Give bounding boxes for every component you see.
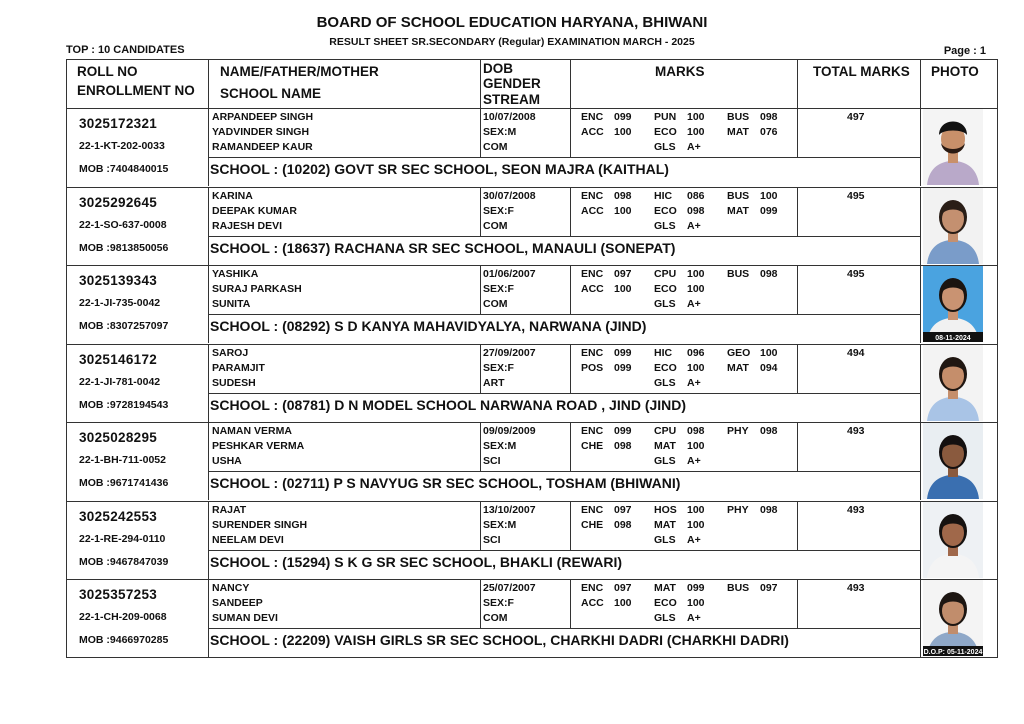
col-stream: STREAM (483, 92, 540, 107)
grid-line (480, 344, 481, 393)
subject-mark: 098 (614, 189, 632, 202)
grid-line (208, 393, 920, 394)
father-name: SURENDER SINGH (212, 518, 308, 531)
subject-mark: 097 (614, 582, 632, 594)
photo-cell (923, 580, 983, 656)
grid-line (480, 501, 481, 550)
subject-code: HIC (654, 189, 673, 202)
subject-mark: 096 (687, 346, 705, 359)
subject-mark: 100 (614, 126, 632, 138)
subject-code: MAT (727, 204, 749, 217)
total-marks: 497 (847, 111, 865, 123)
grid-line (797, 265, 798, 314)
grade-value: A+ (687, 219, 701, 232)
grid-line (480, 579, 481, 628)
top-candidates-label: TOP : 10 CANDIDATES (66, 44, 185, 56)
grid-line (920, 501, 921, 579)
subject-code: MAT (727, 126, 749, 138)
grade-subject: GLS (654, 219, 676, 232)
subject-mark: 100 (614, 597, 632, 609)
subject-code: PUN (654, 111, 677, 123)
subject-code: BUS (727, 111, 750, 123)
candidate-name: NAMAN VERMA (212, 425, 292, 437)
grid-line (797, 108, 798, 157)
subject-mark: 076 (760, 126, 778, 138)
subject-code: BUS (727, 582, 750, 594)
stream-value: SCI (483, 533, 501, 546)
grade-subject: GLS (654, 376, 676, 389)
subject-mark: 098 (760, 111, 778, 123)
col-marks: MARKS (655, 64, 705, 79)
grid-line (480, 422, 481, 471)
school-name: SCHOOL : (08781) D N MODEL SCHOOL NARWANA ROAD , JIND (JIND) (210, 396, 687, 413)
subject-mark: 100 (687, 126, 705, 138)
subject-code: HOS (654, 503, 677, 516)
grid-line (208, 265, 209, 343)
col-school-name: SCHOOL NAME (220, 86, 322, 101)
subject-code: BUS (727, 268, 750, 280)
grid-line (797, 187, 798, 236)
roll-number: 3025139343 (79, 273, 158, 288)
subject-mark: 094 (760, 361, 778, 374)
grade-value: A+ (687, 376, 701, 389)
dob-value: 09/09/2009 (483, 425, 536, 437)
grid-line (797, 579, 798, 628)
photo-cell (923, 345, 983, 421)
grid-line (208, 157, 920, 158)
stream-value: COM (483, 219, 508, 232)
enrollment-number: 22-1-JI-781-0042 (79, 375, 161, 388)
subject-code: ENC (581, 111, 604, 123)
candidate-name: SAROJ (212, 346, 249, 359)
grid-line (920, 108, 921, 186)
subject-mark: 099 (614, 111, 632, 123)
grid-line (480, 187, 481, 236)
grade-value: A+ (687, 298, 701, 310)
grid-line (920, 579, 921, 657)
father-name: PESHKAR VERMA (212, 440, 305, 452)
subject-code: CHE (581, 440, 604, 452)
subject-code: ACC (581, 283, 604, 295)
father-name: YADVINDER SINGH (212, 126, 310, 138)
grid-line (208, 344, 209, 422)
candidate-record (67, 187, 997, 265)
grid-line (480, 265, 481, 314)
subject-mark: 099 (760, 204, 778, 217)
grid-line (570, 108, 571, 157)
gender-value: SEX:F (483, 361, 514, 374)
subject-code: ACC (581, 204, 604, 217)
subject-mark: 100 (687, 597, 705, 609)
candidate-record (67, 501, 997, 579)
mobile-number: MOB :9671741436 (79, 477, 169, 489)
grid-line (67, 344, 997, 345)
photo-cell (923, 188, 983, 264)
grid-line (208, 108, 209, 186)
subject-mark: 099 (614, 361, 632, 374)
grid-line (208, 501, 209, 579)
grade-subject: GLS (654, 455, 676, 467)
subject-code: CHE (581, 518, 604, 531)
father-name: PARAMJIT (212, 361, 265, 374)
enrollment-number: 22-1-JI-735-0042 (79, 297, 161, 309)
subject-code: CPU (654, 425, 677, 437)
mobile-number: MOB :8307257097 (79, 320, 169, 332)
mother-name: SUMAN DEVI (212, 612, 278, 624)
gender-value: SEX:M (483, 126, 517, 138)
subject-mark: 100 (614, 204, 632, 217)
enrollment-number: 22-1-CH-209-0068 (79, 611, 167, 623)
subject-code: MAT (654, 440, 676, 452)
roll-number: 3025172321 (79, 116, 158, 131)
dob-value: 10/07/2008 (483, 111, 536, 123)
grid-line (208, 187, 209, 265)
stream-value: ART (483, 376, 505, 389)
grade-value: A+ (687, 533, 701, 546)
candidate-photo (923, 266, 983, 342)
col-name: NAME/FATHER/MOTHER (220, 64, 379, 79)
candidate-photo (923, 580, 983, 656)
subject-code: MAT (654, 582, 676, 594)
candidate-photo (923, 345, 983, 421)
grid-line (920, 187, 921, 265)
school-name: SCHOOL : (22209) VAISH GIRLS SR SEC SCHOOL, CHARKHI DADRI (CHARKHI DADRI) (210, 632, 789, 648)
grid-line (208, 579, 209, 657)
grid-line (67, 187, 997, 188)
candidate-photo (923, 423, 983, 499)
subject-code: HIC (654, 346, 673, 359)
total-marks: 495 (847, 189, 865, 202)
subject-code: PHY (727, 503, 749, 516)
gender-value: SEX:M (483, 440, 517, 452)
col-total-marks: TOTAL MARKS (813, 64, 910, 79)
grid-line (920, 344, 921, 422)
grid-line (67, 501, 997, 502)
enrollment-number: 22-1-SO-637-0008 (79, 218, 167, 231)
photo-cell (923, 109, 983, 185)
mother-name: SUDESH (212, 376, 256, 389)
dob-value: 27/09/2007 (483, 346, 536, 359)
total-marks: 493 (847, 503, 865, 516)
school-name: SCHOOL : (08292) S D KANYA MAHAVIDYALYA, NARWANA (JIND) (210, 318, 647, 334)
dob-value: 13/10/2007 (483, 503, 536, 516)
subject-mark: 099 (614, 425, 632, 437)
grade-value: A+ (687, 612, 701, 624)
candidate-record (67, 265, 997, 343)
subject-mark: 098 (614, 518, 632, 531)
total-marks: 495 (847, 268, 865, 280)
subject-mark: 098 (760, 503, 778, 516)
mother-name: RAJESH DEVI (212, 219, 283, 232)
photo-cell (923, 502, 983, 578)
subject-code: ENC (581, 582, 604, 594)
photo-date-stamp: D.O.P: 05-11-2024 (923, 649, 983, 656)
candidate-name: YASHIKA (212, 268, 259, 280)
subject-mark: 100 (760, 189, 778, 202)
roll-number: 3025357253 (79, 587, 158, 602)
subject-code: BUS (727, 189, 750, 202)
stream-value: COM (483, 298, 508, 310)
school-name: SCHOOL : (18637) RACHANA SR SEC SCHOOL, MANAULI (SONEPAT) (210, 239, 676, 256)
grid-line (208, 471, 920, 472)
candidate-record (67, 344, 997, 422)
subject-mark: 097 (760, 582, 778, 594)
grid-line (570, 579, 571, 628)
subject-mark: 098 (760, 268, 778, 280)
enrollment-number: 22-1-RE-294-0110 (79, 532, 166, 545)
grid-line (920, 265, 921, 343)
roll-number: 3025028295 (79, 430, 158, 445)
grid-line (208, 422, 209, 500)
subject-mark: 099 (614, 346, 632, 359)
subject-code: ENC (581, 425, 604, 437)
page-number: Page : 1 (943, 45, 986, 57)
total-marks: 493 (847, 425, 865, 437)
subject-mark: 098 (687, 204, 705, 217)
table-header (67, 60, 997, 109)
gender-value: SEX:F (483, 597, 514, 609)
grid-line (570, 501, 571, 550)
subject-code: ECO (654, 126, 677, 138)
board-title: BOARD OF SCHOOL EDUCATION HARYANA, BHIWANI (316, 14, 708, 31)
grade-value: A+ (687, 141, 701, 153)
subject-mark: 099 (687, 582, 705, 594)
grid-line (797, 344, 798, 393)
grid-line (570, 265, 571, 314)
grid-line (480, 108, 481, 157)
grid-line (67, 265, 997, 266)
candidate-record (67, 422, 997, 500)
grid-line (570, 344, 571, 393)
candidate-photo (923, 109, 983, 185)
candidate-record (67, 579, 997, 657)
dob-value: 30/07/2008 (483, 189, 536, 202)
grid-line (920, 422, 921, 500)
grid-line (570, 187, 571, 236)
mobile-number: MOB :9728194543 (79, 398, 169, 411)
grid-line (208, 314, 920, 315)
subject-mark: 100 (687, 283, 705, 295)
subject-code: ENC (581, 346, 604, 359)
candidate-name: KARINA (212, 189, 253, 202)
subject-code: MAT (654, 518, 676, 531)
gender-value: SEX:F (483, 283, 514, 295)
grid-line (797, 422, 798, 471)
enrollment-number: 22-1-BH-711-0052 (79, 454, 166, 466)
subject-code: ECO (654, 204, 677, 217)
candidate-record (67, 108, 997, 186)
grade-value: A+ (687, 455, 701, 467)
mother-name: RAMANDEEP KAUR (212, 141, 313, 153)
subject-code: CPU (654, 268, 677, 280)
subject-mark: 100 (687, 111, 705, 123)
grid-line (67, 422, 997, 423)
grid-line (208, 236, 920, 237)
subject-mark: 100 (687, 518, 705, 531)
photo-cell (923, 266, 983, 342)
grade-subject: GLS (654, 141, 676, 153)
enrollment-number: 22-1-KT-202-0033 (79, 140, 165, 152)
grid-line (208, 628, 920, 629)
subject-mark: 100 (687, 361, 705, 374)
subject-code: ACC (581, 126, 604, 138)
candidate-photo (923, 188, 983, 264)
school-name: SCHOOL : (10202) GOVT SR SEC SCHOOL, SEON MAJRA (KAITHAL) (210, 161, 669, 177)
dob-value: 25/07/2007 (483, 582, 536, 594)
subject-code: PHY (727, 425, 749, 437)
subject-code: ENC (581, 268, 604, 280)
subject-code: GEO (727, 346, 751, 359)
grade-subject: GLS (654, 533, 676, 546)
stream-value: COM (483, 141, 508, 153)
father-name: SANDEEP (212, 597, 263, 609)
subject-code: ENC (581, 503, 604, 516)
total-marks: 494 (847, 346, 865, 359)
mobile-number: MOB :9467847039 (79, 555, 169, 568)
subject-code: POS (581, 361, 604, 374)
stream-value: SCI (483, 455, 501, 467)
mother-name: USHA (212, 455, 242, 467)
grid-line (208, 550, 920, 551)
subject-mark: 100 (687, 268, 705, 280)
total-marks: 493 (847, 582, 865, 594)
subject-mark: 097 (614, 268, 632, 280)
candidate-name: NANCY (212, 582, 250, 594)
subject-mark: 097 (614, 503, 632, 516)
candidate-name: ARPANDEEP SINGH (212, 111, 314, 123)
subject-mark: 100 (687, 503, 705, 516)
gender-value: SEX:M (483, 518, 517, 531)
mobile-number: MOB :7404840015 (79, 163, 169, 175)
subject-mark: 100 (687, 440, 705, 452)
result-sheet-subtitle: RESULT SHEET SR.SECONDARY (Regular) EXAMINATION MARCH - 2025 (329, 36, 695, 48)
mobile-number: MOB :9813850056 (79, 241, 169, 254)
mother-name: SUNITA (212, 298, 251, 310)
result-table (66, 59, 998, 658)
subject-code: ECO (654, 361, 677, 374)
col-roll-no: ROLL NO (77, 64, 138, 79)
subject-code: ECO (654, 283, 677, 295)
grade-subject: GLS (654, 612, 676, 624)
mobile-number: MOB :9466970285 (79, 634, 169, 646)
col-enrollment-no: ENROLLMENT NO (77, 83, 195, 98)
candidate-name: RAJAT (212, 503, 247, 516)
school-name: SCHOOL : (02711) P S NAVYUG SR SEC SCHOOL, TOSHAM (BHIWANI) (210, 475, 681, 491)
grid-line (67, 579, 997, 580)
subject-mark: 100 (614, 283, 632, 295)
photo-cell (923, 423, 983, 499)
mother-name: NEELAM DEVI (212, 533, 284, 546)
subject-code: ENC (581, 189, 604, 202)
father-name: SURAJ PARKASH (212, 283, 302, 295)
col-gender: GENDER (483, 76, 541, 91)
roll-number: 3025292645 (79, 194, 158, 210)
subject-mark: 100 (760, 346, 778, 359)
grid-line (797, 501, 798, 550)
subject-code: ACC (581, 597, 604, 609)
subject-code: ECO (654, 597, 677, 609)
stream-value: COM (483, 612, 508, 624)
gender-value: SEX:F (483, 204, 514, 217)
subject-mark: 086 (687, 189, 705, 202)
col-dob: DOB (483, 61, 513, 76)
roll-number: 3025146172 (79, 351, 158, 367)
subject-mark: 098 (687, 425, 705, 437)
col-photo: PHOTO (931, 64, 979, 79)
dob-value: 01/06/2007 (483, 268, 536, 280)
photo-date-stamp: 08-11-2024 (935, 335, 971, 342)
grade-subject: GLS (654, 298, 676, 310)
subject-mark: 098 (614, 440, 632, 452)
subject-mark: 098 (760, 425, 778, 437)
candidate-photo (923, 502, 983, 578)
father-name: DEEPAK KUMAR (212, 204, 297, 217)
subject-code: MAT (727, 361, 749, 374)
school-name: SCHOOL : (15294) S K G SR SEC SCHOOL, BHAKLI (REWARI) (210, 553, 623, 570)
roll-number: 3025242553 (79, 508, 158, 524)
grid-line (570, 422, 571, 471)
